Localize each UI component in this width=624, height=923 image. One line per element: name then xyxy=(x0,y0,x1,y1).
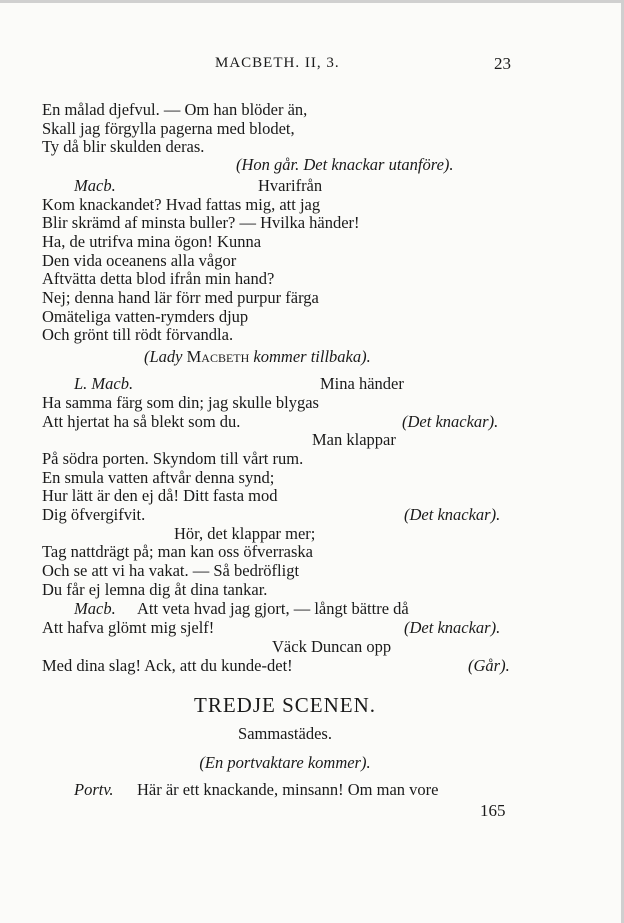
stage-direction-lady-macbeth xyxy=(144,348,371,366)
verse-line: Väck Duncan opp xyxy=(272,637,392,656)
speaker-name: Macb. xyxy=(74,599,116,618)
verse-line: En smula vatten aftvår denna synd; xyxy=(42,468,275,487)
stage-direction: (Hon går. Det knackar utanföre). xyxy=(236,155,454,174)
verse-line: Med dina slag! Ack, att du kunde-det! xyxy=(42,656,293,675)
stage-direction: (Det knackar). xyxy=(402,412,499,431)
stage-direction: (Det knackar). xyxy=(404,618,501,637)
verse-line: Ty då blir skulden deras. xyxy=(42,137,205,156)
speaker-name: L. Macb. xyxy=(74,374,134,393)
verse-line: Och se att vi ha vakat. — Så bedröfligt xyxy=(42,561,300,580)
scan-edge-top xyxy=(0,0,624,3)
stage-direction-open: (Lady xyxy=(144,347,183,366)
verse-line: Och grönt till rödt förvandla. xyxy=(42,325,234,344)
verse-line: Hör, det klappar mer; xyxy=(174,524,316,543)
stage-direction: (Går). xyxy=(468,656,510,675)
printer-signature: 165 xyxy=(480,801,506,820)
verse-line: Mina händer xyxy=(320,374,404,393)
verse-line: Nej; denna hand lär förr med purpur färga xyxy=(42,288,319,307)
verse-line: Aftvätta detta blod ifrån min hand? xyxy=(42,269,275,288)
scene-location: Sammastädes. xyxy=(238,724,332,743)
verse-line: Här är ett knackande, minsann! Om man vore xyxy=(137,780,439,799)
verse-line: En målad djefvul. — Om han blöder än, xyxy=(42,100,308,119)
verse-line: Kom knackandet? Hvad fattas mig, att jag xyxy=(42,195,321,214)
verse-line: Hvarifrån xyxy=(258,176,323,195)
verse-line: Dig öfvergifvit. xyxy=(42,505,146,524)
stage-direction: (Det knackar). xyxy=(404,505,501,524)
verse-line: Hur lätt är den ej då! Ditt fasta mod xyxy=(42,486,278,505)
verse-line: Ha, de utrifva mina ögon! Kunna xyxy=(42,232,262,251)
verse-line: På södra porten. Skyndom till vårt rum. xyxy=(42,449,304,468)
verse-line: Du får ej lemna dig åt dina tankar. xyxy=(42,580,268,599)
scene-heading: TREDJE SCENEN. xyxy=(194,693,376,717)
speaker-name: Macb. xyxy=(74,176,116,195)
verse-line: Tag nattdrägt på; man kan oss öfverraska xyxy=(42,542,314,561)
running-title: MACBETH. II, 3. xyxy=(215,55,340,71)
verse-line: Den vida oceanens alla vågor xyxy=(42,251,237,270)
page-number: 23 xyxy=(494,54,511,73)
stage-direction-close: kommer tillbaka). xyxy=(253,347,371,366)
verse-line: Man klappar xyxy=(312,430,396,449)
speaker-name: Portv. xyxy=(74,780,114,799)
verse-line: Att hjertat ha så blekt som du. xyxy=(42,412,241,431)
verse-line: Blir skrämd af minsta buller? — Hvilka händer! xyxy=(42,213,360,232)
verse-line: Skall jag förgylla pagerna med blodet, xyxy=(42,119,295,138)
character-name: Macbeth xyxy=(186,347,250,366)
verse-line: Ha samma färg som din; jag skulle blygas xyxy=(42,393,319,412)
verse-line: Att hafva glömt mig sjelf! xyxy=(42,618,215,637)
verse-line: Att veta hvad jag gjort, — långt bättre då xyxy=(137,599,409,618)
stage-direction: (En portvaktare kommer). xyxy=(199,753,371,772)
verse-line: Omäteliga vatten-rymders djup xyxy=(42,307,249,326)
